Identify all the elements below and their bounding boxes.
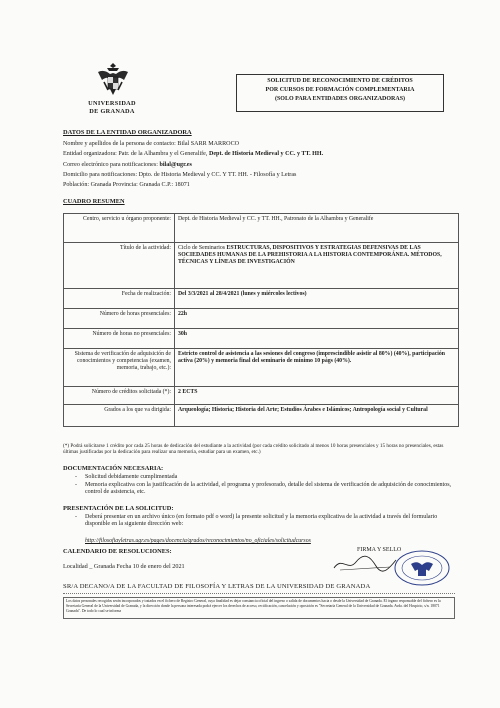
row-label: Centro, servicio u órgano proponente: bbox=[64, 214, 175, 243]
row-label: Número de horas presenciales: bbox=[64, 309, 175, 329]
row-value: 2 ECTS bbox=[175, 387, 459, 405]
contact-value: Bilal SARR MARROCO bbox=[177, 141, 240, 147]
row-value: 30h bbox=[175, 329, 459, 349]
table-row bbox=[64, 289, 459, 309]
province-value: Granada bbox=[139, 182, 161, 188]
presentation-heading: PRESENTACIÓN DE LA SOLICITUD: bbox=[63, 505, 174, 512]
row-label: Grados a los que va dirigida: bbox=[64, 405, 175, 427]
table-row bbox=[64, 405, 459, 427]
row-label: Número de horas no presenciales: bbox=[64, 329, 175, 349]
contact-line bbox=[63, 141, 239, 147]
handwritten-signature-icon bbox=[330, 552, 400, 579]
org-label: Entidad organizadora: bbox=[63, 151, 117, 157]
row-value: Del 3/3/2021 al 28/4/2021 (lunes y miércoles lectivos) bbox=[175, 289, 459, 309]
table-row bbox=[64, 329, 459, 349]
table-row bbox=[64, 243, 459, 289]
summary-table bbox=[63, 213, 459, 427]
row-value: 22h bbox=[175, 309, 459, 329]
address-line bbox=[63, 172, 296, 178]
bullet-icon: - bbox=[75, 474, 77, 480]
row-value: Dept. de Historia Medieval y CC. y TT. HH., Patronato de la Alhambra y Generalife bbox=[175, 214, 459, 243]
official-seal-icon bbox=[393, 550, 451, 591]
postal-code-label: C.P.: bbox=[161, 182, 174, 188]
location-date-line: Localidad _ Granada Fecha 10 de enero del 2021 bbox=[63, 563, 185, 570]
recipient-line: SR/A DECANO/A DE LA FACULTAD DE FILOSOFÍA Y LETRAS DE LA UNIVERSIDAD DE GRANADA bbox=[63, 583, 371, 590]
signature-label: FIRMA Y SELLO bbox=[357, 547, 402, 553]
docs-heading: DOCUMENTACIÓN NECESARIA: bbox=[63, 465, 164, 472]
province-label: Provincia: bbox=[112, 182, 138, 188]
row-label: Número de créditos solicitada (*): bbox=[64, 387, 175, 405]
university-crest-icon bbox=[88, 60, 138, 98]
presentation-text: Deberá presentar en un archivo único (en formato pdf o word) la presente solicitud y la memoria explicativa de la actividad a través del formulario disponible en la siguiente dirección web: bbox=[85, 514, 438, 528]
row-label: Título de la actividad: bbox=[64, 243, 175, 289]
credits-footnote: (*) Podrá solicitarse 1 crédito por cada 25 horas de dedicación del estudiante a la actividad (por cada crédito solicitado al menos 10 horas presenciales y 15 horas no presenciales, estas últimas justificadas por la dedicación para realizar una memoria, estudiar para un examen, etc.) bbox=[63, 443, 444, 456]
bullet-icon: - bbox=[75, 514, 77, 520]
email-label: Correo electrónico para notificaciones: bbox=[63, 162, 158, 168]
address-label: Domicilio para notificaciones: bbox=[63, 172, 138, 178]
bullet-icon: - bbox=[75, 482, 77, 488]
table-row bbox=[64, 349, 459, 387]
university-name bbox=[62, 100, 162, 115]
university-name-line-1: UNIVERSIDAD bbox=[88, 100, 136, 107]
email-value: bilal@ugr.es bbox=[159, 162, 192, 168]
form-title-box bbox=[236, 74, 444, 112]
population-line bbox=[63, 182, 190, 188]
population-value: Granada bbox=[90, 182, 112, 188]
form-title-line-2: POR CURSOS DE FORMACIÓN COMPLEMENTARIA bbox=[265, 87, 415, 93]
postal-code-value: 18071 bbox=[174, 182, 190, 188]
activity-title: ESTRUCTURAS, DISPOSITIVOS Y ESTRATEGIAS DEFENSIVAS DE LAS SOCIEDADES HUMANAS DE LA PREHISTORIA A LA HISTORIA CONTEMPORÁNEA. MÉTODOS, TÉCNICAS Y LÍNEAS DE INVESTIGACIÓN bbox=[178, 245, 442, 265]
table-row bbox=[64, 214, 459, 243]
docs-item-1: Solicitud debidamente cumplimentada bbox=[85, 474, 178, 480]
org-value-bold: Dept. de Historia Medieval y CC. y TT. HH. bbox=[208, 151, 324, 157]
form-title-line-1: SOLICITUD DE RECONOCIMIENTO DE CRÉDITOS bbox=[267, 78, 413, 84]
row-value: Arqueología; Historia; Historia del Arte; Estudios Árabes e Islámicos; Antropología social y Cultural bbox=[175, 405, 459, 427]
form-title-line-3: (SOLO PARA ENTIDADES ORGANIZADORAS) bbox=[274, 96, 406, 102]
docs-item-2: Memoria explicativa con la justificación de la actividad, el programa y profesorado, detalle del sistema de verificación de adquisición de conocimientos, control de asistencia, etc. bbox=[85, 482, 452, 496]
submission-link[interactable]: http://filosofiayletras.ugr.es/pages/docencia/grados/reconocimientos/no_oficiales/solicitudcursos bbox=[85, 538, 311, 544]
row-label: Sistema de verificación de adquisición de conocimientos y competencias (examen, memoria, trabajo, etc.): bbox=[64, 349, 175, 387]
row-value: Estricto control de asistencia a las sesiones del congreso (imprescindible asistir al 80%) (40%), participación activa (20%) y memoria final del seminario de mínimo 10 págs (40%). bbox=[175, 349, 459, 387]
summary-heading: CUADRO RESUMEN bbox=[63, 198, 125, 205]
activity-title-prefix: Ciclo de Seminarios bbox=[178, 245, 226, 251]
calendar-heading: CALENDARIO DE RESOLUCIONES: bbox=[63, 548, 172, 555]
contact-label: Nombre y apellidos de la persona de contacto: bbox=[63, 141, 176, 147]
email-line bbox=[63, 162, 192, 168]
data-protection-notice: Los datos personales recogidos serán incorporados y tratados en el fichero de Registro General, cuya finalidad es dejar constancia oficial del ingreso o salida de documentos hacia o desde la Universidad de Granada. El órgano responsable del fichero es la Secretaría General de la Universidad de Granada, y la dirección donde la persona interesada podrá ejercer los derechos de acceso, rectificación, cancelación y oposición es "Secretaría General de la Universidad de Granada. Avda. del Hospicio, s/n. 18071 Granada". De todo lo cual se informa bbox=[63, 597, 455, 619]
org-value-plain: Patr. de la Alhambra y el Generalife, bbox=[118, 151, 208, 157]
row-label: Fecha de realización: bbox=[64, 289, 175, 309]
address-value: Dpto. de Historia Medieval y CC. Y TT. HH. - Filosofía y Letras bbox=[138, 172, 297, 178]
table-row bbox=[64, 309, 459, 329]
entity-heading: DATOS DE LA ENTIDAD ORGANIZADORA bbox=[63, 129, 192, 136]
university-name-line-2: DE GRANADA bbox=[89, 107, 135, 115]
table-row bbox=[64, 387, 459, 405]
population-label: Población: bbox=[63, 182, 90, 188]
row-value bbox=[175, 243, 459, 289]
org-line bbox=[63, 151, 323, 157]
dotted-divider bbox=[63, 593, 455, 594]
